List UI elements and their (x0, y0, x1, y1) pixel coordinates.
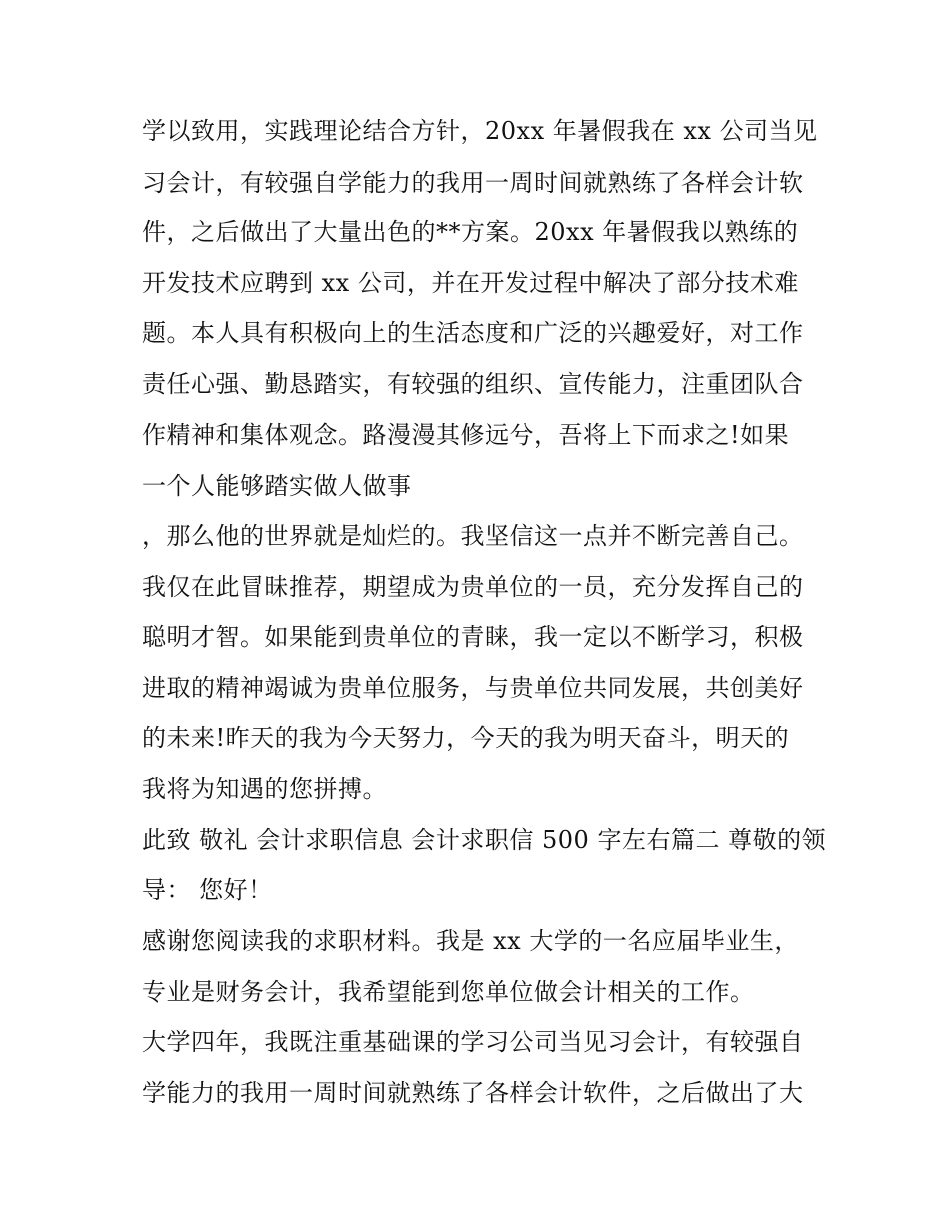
text-line: 责任心强、勤恳踏实，有较强的组织、宣传能力，注重团队合 (142, 370, 804, 398)
text-line: 开发技术应聘到 xx 公司，并在开发过程中解决了部分技术难 (142, 269, 799, 297)
text-line: 题。本人具有积极向上的生活态度和广泛的兴趣爱好，对工作 (142, 319, 804, 347)
text-line: 一个人能够踏实做人做事 (142, 472, 412, 500)
text-line: 我将为知遇的您拼搏。 (142, 775, 387, 803)
text-line: 件，之后做出了大量出色的**方案。20xx 年暑假我以熟练的 (142, 218, 799, 246)
text-line: ，那么他的世界就是灿烂的。我坚信这一点并不断完善自己。 (142, 522, 804, 550)
text-line: 学能力的我用一周时间就熟练了各样会计软件，之后做出了大 (142, 1079, 804, 1107)
text-line: 的未来!昨天的我为今天努力，今天的我为明天奋斗，明天的 (142, 724, 790, 752)
text-line: 此致 敬礼 会计求职信息 会计求职信 500 字左右篇二 尊敬的领 (142, 826, 827, 854)
text-line: 作精神和集体观念。路漫漫其修远兮，吾将上下而求之!如果 (142, 421, 790, 449)
text-line: 导： 您好！ (142, 876, 273, 904)
text-line: 习会计，有较强自学能力的我用一周时间就熟练了各样会计软 (142, 169, 804, 197)
text-line: 学以致用，实践理论结合方针，20xx 年暑假我在 xx 公司当见 (142, 117, 818, 145)
text-line: 大学四年，我既注重基础课的学习公司当见习会计，有较强自 (142, 1028, 804, 1056)
text-line: 聪明才智。如果能到贵单位的青睐，我一定以不断学习，积极 (142, 623, 804, 651)
text-line: 我仅在此冒昧推荐，期望成为贵单位的一员，充分发挥自己的 (142, 573, 804, 601)
text-line: 感谢您阅读我的求职材料。我是 xx 大学的一名应届毕业生， (142, 927, 799, 955)
text-line: 进取的精神竭诚为贵单位服务，与贵单位共同发展，共创美好 (142, 674, 804, 702)
text-line: 专业是财务会计，我希望能到您单位做会计相关的工作。 (142, 978, 755, 1006)
